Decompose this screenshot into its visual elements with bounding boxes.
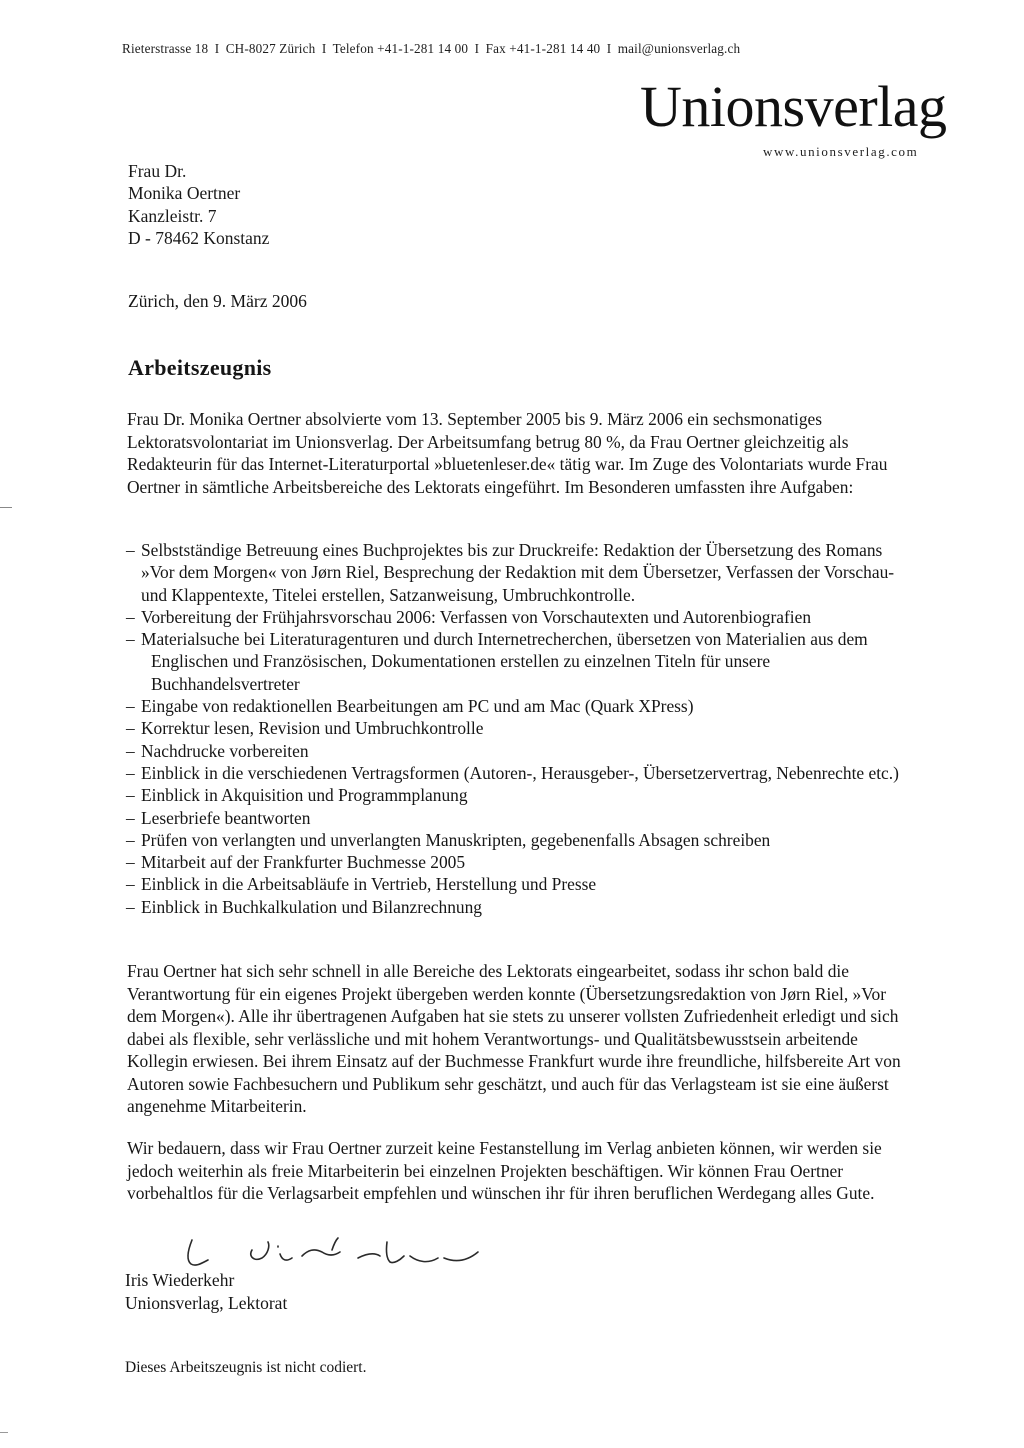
recipient-street: Kanzleistr. 7 — [128, 205, 217, 226]
list-dash: – — [126, 829, 135, 850]
list-dash: – — [126, 629, 135, 650]
list-item-text: Prüfen von verlangten und unverlangten Manuskripten, gegebenenfalls Absagen schreiben — [141, 829, 771, 850]
letterhead-separator: I — [214, 41, 220, 56]
list-item — [126, 784, 906, 806]
letter-date: Zürich, den 9. März 2006 — [128, 291, 307, 311]
list-item — [126, 851, 906, 873]
recipient-address — [128, 160, 269, 249]
footer-note: Dieses Arbeitszeugnis ist nicht codiert. — [125, 1359, 367, 1376]
list-item — [126, 896, 906, 918]
list-item-text: Selbstständige Betreuung eines Buchprojektes bis zur Druckreife: Redaktion der Übersetzung des Romans »Vor dem Morgen« von Jørn Riel, Besprechung der Redaktion mit dem Übersetzer, Verfassen der Vorschau- und Klappentexte, Titelei erstellen, Satzanweisung, Umbruchkontrolle. — [141, 540, 895, 605]
recipient-name: Monika Oertner — [128, 183, 241, 204]
intro-paragraph: Frau Dr. Monika Oertner absolvierte vom 13. September 2005 bis 9. März 2006 ein sechsmonatiges Lektoratsvolontariat im Unionsverlag. Der Arbeitsumfang betrug 80 %, da Frau Oertner gleichzeitig als Redakteurin für das Internet-Literaturportal »bluetenleser.de« tätig war. Im Zuge des Volontariats wurde Frau Oertner in sämtliche Arbeitsbereiche des Lektorats eingeführt. Im Besonderen umfassten ihre Aufgaben: — [127, 409, 888, 497]
signatory-block — [125, 1269, 287, 1314]
letterhead-contact-line — [122, 41, 922, 57]
list-dash: – — [126, 762, 135, 783]
list-item-text: Leserbriefe beantworten — [141, 807, 311, 828]
signatory-name: Iris Wiederkehr — [125, 1270, 235, 1290]
list-item — [126, 829, 906, 851]
letterhead-street: Rieterstrasse 18 — [122, 41, 209, 56]
list-item-text: Eingabe von redaktionellen Bearbeitungen am PC und am Mac (Quark XPress) — [141, 696, 694, 717]
assessment-paragraph: Frau Oertner hat sich sehr schnell in alle Bereiche des Lektorats eingearbeitet, sodass ihr schon bald die Verantwortung für ein eigenes Projekt übergeben werden konnte (Übersetzungsredaktion von Jørn Riel, »Vor dem Morgen«). Alle ihr übertragenen Aufgaben hat sie stets zu unserer vollsten Zufriedenheit erledigt und sich dabei als flexible, sehr verlässliche und mit hohem Verantwortungs- und Qualitätsbewusstsein arbeitende Kollegin erwiesen. Bei ihrem Einsatz auf der Buchmesse Frankfurt wurde ihre freundliche, hilfsbereite Art von Autoren sowie Fachbesuchern und Publikum sehr geschätzt, und auch für das Verlagsteam ist sie eine äußerst angenehme Mitarbeiterin. — [127, 961, 901, 1116]
list-dash: – — [126, 540, 135, 560]
list-dash: – — [126, 785, 135, 806]
list-item-text: Korrektur lesen, Revision und Umbruchkontrolle — [141, 718, 484, 739]
list-dash: – — [126, 606, 135, 627]
list-dash: – — [126, 740, 135, 761]
list-item — [126, 695, 906, 717]
closing-paragraph: Wir bedauern, dass wir Frau Oertner zurzeit keine Festanstellung im Verlag anbieten können, wir werden sie jedoch weiterhin als freie Mitarbeiterin bei einzelnen Projekten beschäftigen. Wir können Frau Oertner vorbehaltlos für die Verlagsarbeit empfehlen und wünschen ihr für ihren beruflichen Werdegang alles Gute. — [127, 1138, 882, 1203]
list-item — [126, 539, 906, 606]
list-item-text: Vorbereitung der Frühjahrsvorschau 2006: Verfassen von Vorschautexten und Autorenbiografien — [141, 606, 812, 627]
list-item — [126, 628, 906, 695]
letterhead-fax: Fax +41-1-281 14 40 — [485, 41, 601, 56]
list-dash: – — [126, 807, 135, 828]
list-item-text: Einblick in Akquisition und Programmplanung — [141, 785, 468, 806]
letterhead-separator: I — [606, 41, 612, 56]
task-list — [126, 539, 906, 918]
list-item-text: Einblick in die verschiedenen Vertragsformen (Autoren-, Herausgeber-, Übersetzervertrag, Nebenrechte etc.) — [141, 762, 899, 783]
list-item-text: Einblick in die Arbeitsabläufe in Vertrieb, Herstellung und Presse — [141, 874, 597, 895]
list-dash: – — [126, 874, 135, 895]
list-item — [126, 717, 906, 739]
list-item-text: Mitarbeit auf der Frankfurter Buchmesse 2005 — [141, 852, 466, 873]
document-title: Arbeitszeugnis — [128, 355, 272, 380]
letterhead-separator: I — [321, 41, 327, 56]
list-dash: – — [126, 852, 135, 873]
list-dash: – — [126, 696, 135, 717]
list-item-text: Materialsuche bei Literaturagenturen und durch Internetrecherchen, übersetzen von Materialien aus dem Englischen und Französischen, Dokumentationen erstellen zu einzelnen Titeln für unsere Buchhandelsvertreter — [141, 629, 868, 694]
scan-mark — [0, 1432, 8, 1433]
list-item — [126, 873, 906, 895]
publisher-website: www.unionsverlag.com — [763, 144, 919, 159]
letterhead-email: mail@unionsverlag.ch — [617, 41, 741, 56]
fold-mark — [0, 507, 12, 508]
signatory-position: Unionsverlag, Lektorat — [125, 1292, 288, 1313]
letterhead-phone: Telefon +41-1-281 14 00 — [332, 41, 469, 56]
list-item — [126, 762, 906, 784]
letterhead-separator: I — [474, 41, 480, 56]
list-dash: – — [126, 896, 135, 917]
letterhead-city: CH-8027 Zürich — [225, 41, 316, 56]
list-item-text: Nachdrucke vorbereiten — [141, 740, 309, 761]
list-dash: – — [126, 718, 135, 739]
list-item-text: Einblick in Buchkalkulation und Bilanzrechnung — [141, 896, 482, 917]
publisher-logo: Unionsverlag — [640, 74, 947, 139]
list-item — [126, 740, 906, 762]
list-item — [126, 807, 906, 829]
recipient-city: D - 78462 Konstanz — [128, 227, 270, 248]
recipient-salutation: Frau Dr. — [128, 161, 187, 181]
list-item — [126, 606, 906, 628]
